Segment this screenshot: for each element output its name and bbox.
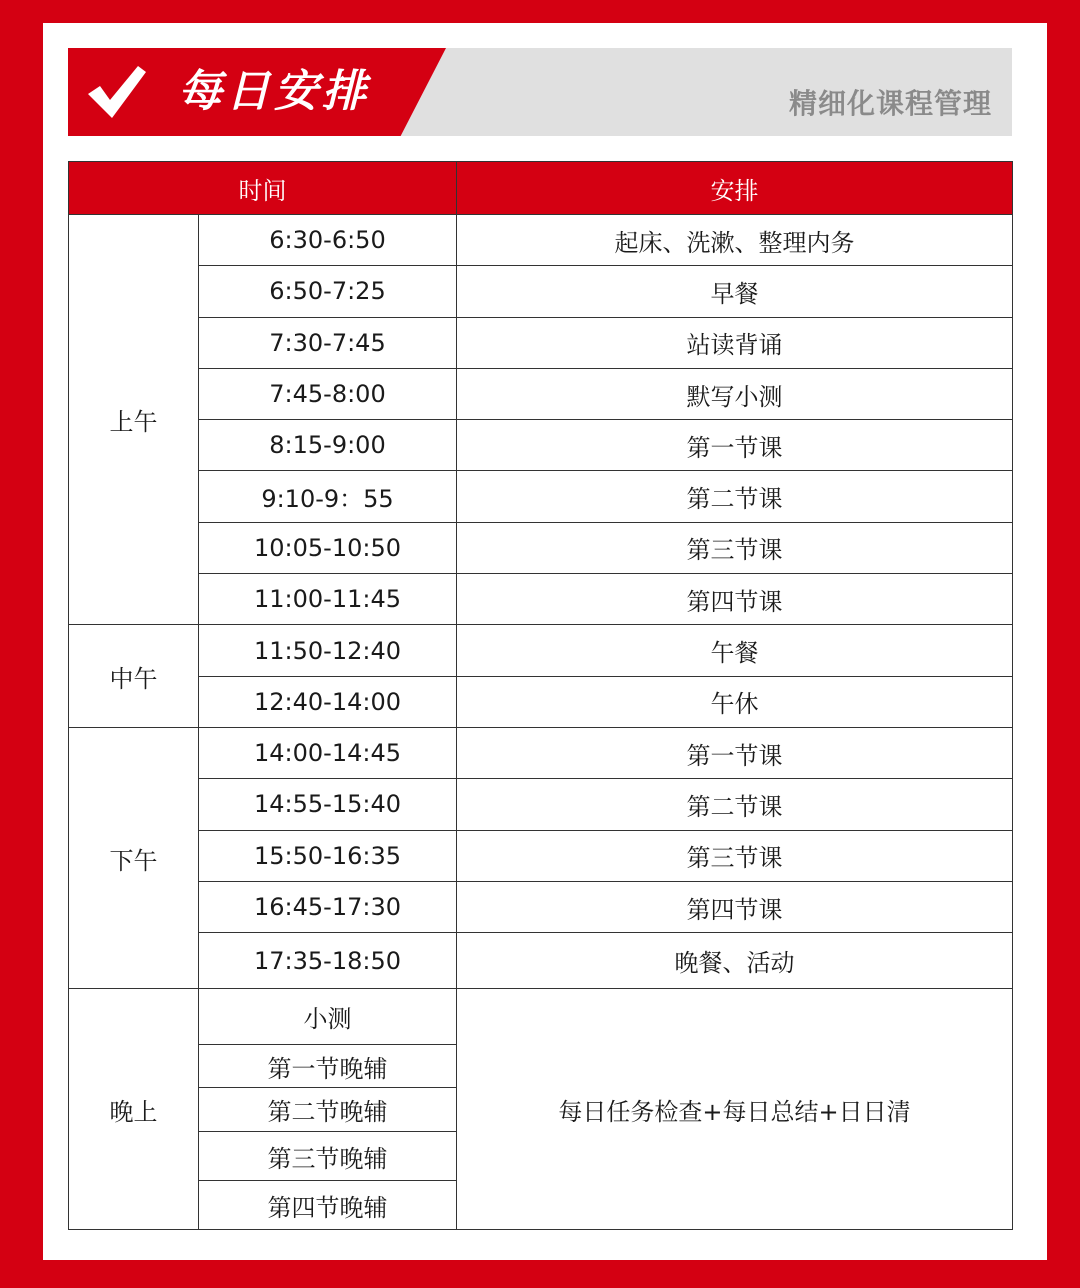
page-subtitle: 精细化课程管理 xyxy=(788,87,992,120)
evening-slot: 第三节晚辅 xyxy=(199,1132,457,1181)
item-cell: 第二节课 xyxy=(457,779,1013,830)
time-cell: 12:40-14:00 xyxy=(199,676,457,727)
time-cell: 17:35-18:50 xyxy=(199,933,457,989)
evening-slot: 第一节晚辅 xyxy=(199,1045,457,1088)
evening-slot: 第二节晚辅 xyxy=(199,1088,457,1132)
item-cell: 晚餐、活动 xyxy=(457,933,1013,989)
time-cell: 14:55-15:40 xyxy=(199,779,457,830)
time-cell: 6:50-7:25 xyxy=(199,266,457,317)
item-cell: 第三节课 xyxy=(457,522,1013,573)
table-row xyxy=(69,420,1013,471)
item-cell: 第一节课 xyxy=(457,727,1013,778)
check-icon xyxy=(84,60,148,124)
item-cell: 午餐 xyxy=(457,625,1013,676)
time-cell: 8:15-9:00 xyxy=(199,420,457,471)
time-cell: 11:50-12:40 xyxy=(199,625,457,676)
period-evening: 晚上 xyxy=(69,989,199,1230)
item-cell: 早餐 xyxy=(457,266,1013,317)
table-row xyxy=(69,522,1013,573)
time-cell: 9:10-9：55 xyxy=(199,471,457,522)
header-arrangement: 安排 xyxy=(457,162,1013,215)
time-cell: 7:30-7:45 xyxy=(199,317,457,368)
evening-slot: 第四节晚辅 xyxy=(199,1181,457,1230)
evening-item-cell: 每日任务检查+每日总结+日日清 xyxy=(457,989,1013,1230)
item-cell: 第四节课 xyxy=(457,574,1013,625)
item-cell: 第四节课 xyxy=(457,881,1013,932)
period-morning: 上午 xyxy=(69,215,199,625)
table-row xyxy=(69,727,1013,778)
item-cell: 起床、洗漱、整理内务 xyxy=(457,215,1013,266)
time-cell: 10:05-10:50 xyxy=(199,522,457,573)
table-row xyxy=(69,933,1013,989)
item-cell: 站读背诵 xyxy=(457,317,1013,368)
table-row xyxy=(69,368,1013,419)
time-cell: 7:45-8:00 xyxy=(199,368,457,419)
time-cell: 15:50-16:35 xyxy=(199,830,457,881)
item-cell: 午休 xyxy=(457,676,1013,727)
table-row xyxy=(69,625,1013,676)
table-header-row xyxy=(69,162,1013,215)
table-row xyxy=(69,215,1013,266)
table-row xyxy=(69,676,1013,727)
item-cell: 第二节课 xyxy=(457,471,1013,522)
item-cell: 第一节课 xyxy=(457,420,1013,471)
schedule-card xyxy=(43,23,1047,1260)
header-time: 时间 xyxy=(69,162,457,215)
table-row xyxy=(69,471,1013,522)
table-row xyxy=(69,574,1013,625)
table-row xyxy=(69,317,1013,368)
page-title: 每日安排 xyxy=(178,66,370,117)
table-row xyxy=(69,266,1013,317)
evening-slot: 小测 xyxy=(199,989,457,1045)
table-row xyxy=(69,989,1013,1045)
time-cell: 14:00-14:45 xyxy=(199,727,457,778)
table-row xyxy=(69,881,1013,932)
time-cell: 16:45-17:30 xyxy=(199,881,457,932)
schedule-table xyxy=(68,161,1013,1230)
item-cell: 第三节课 xyxy=(457,830,1013,881)
table-row xyxy=(69,830,1013,881)
header-banner xyxy=(68,48,1012,136)
period-afternoon: 下午 xyxy=(69,727,199,988)
period-noon: 中午 xyxy=(69,625,199,728)
item-cell: 默写小测 xyxy=(457,368,1013,419)
time-cell: 6:30-6:50 xyxy=(199,215,457,266)
time-cell: 11:00-11:45 xyxy=(199,574,457,625)
table-row xyxy=(69,779,1013,830)
